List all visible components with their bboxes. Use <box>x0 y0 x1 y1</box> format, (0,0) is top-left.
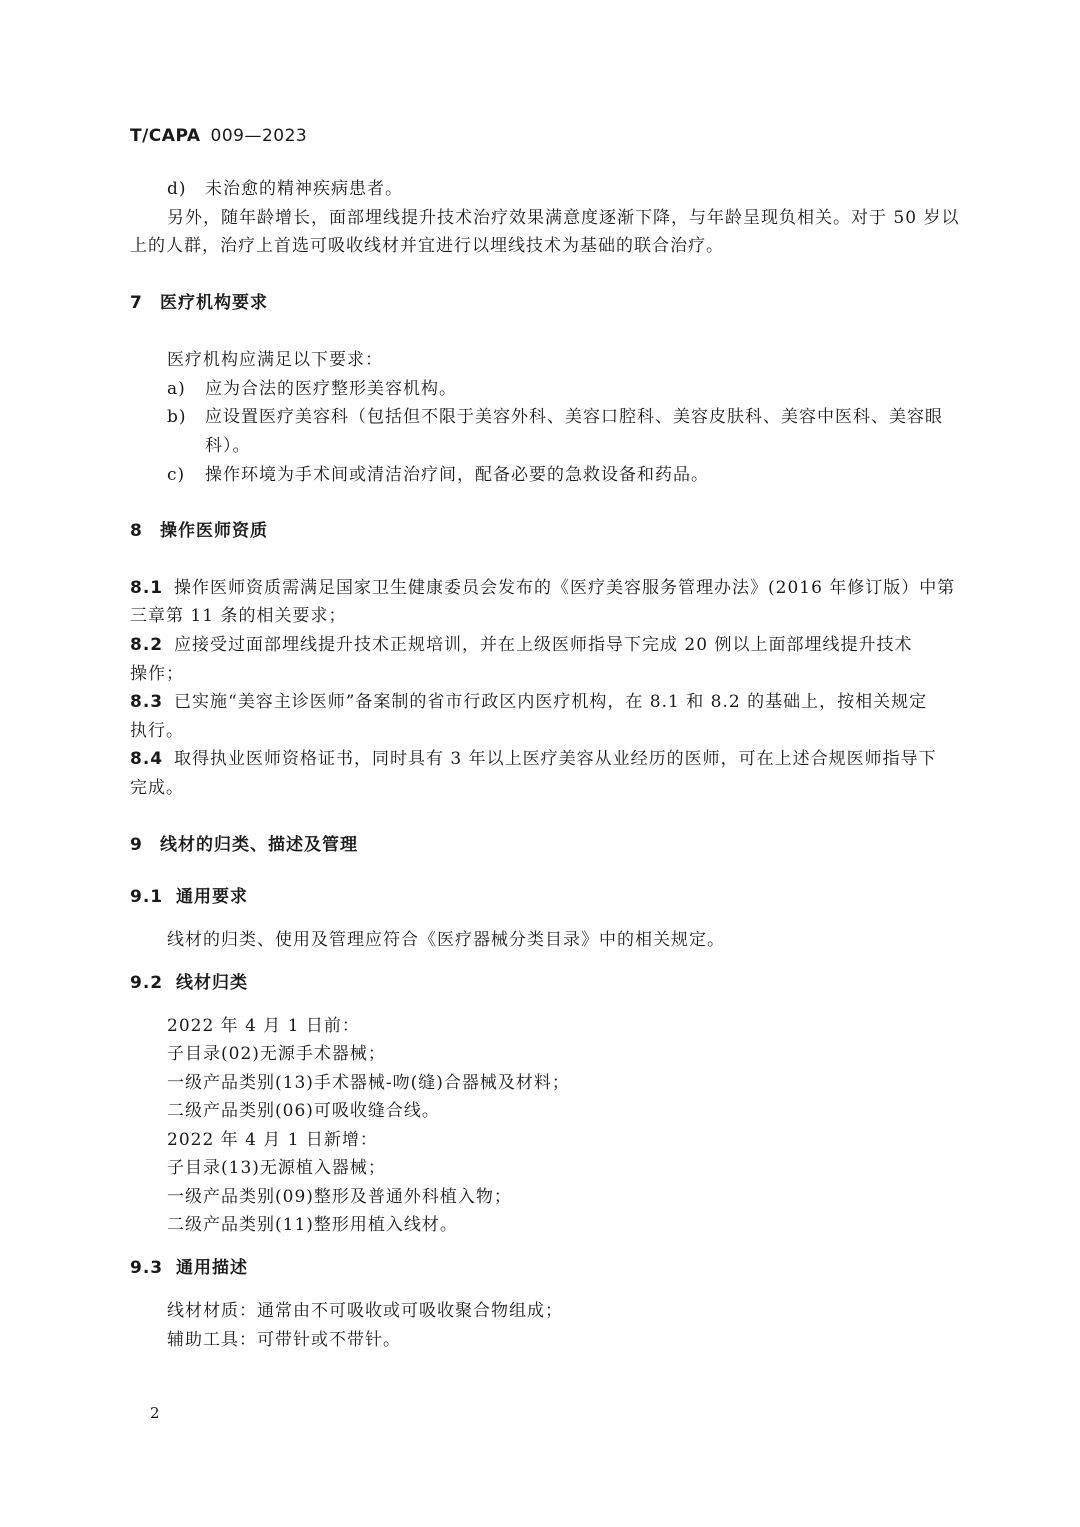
doc-number: 009—2023 <box>210 126 308 146</box>
section-number: 8 <box>130 521 143 541</box>
clause-text: 已实施“美容主诊医师”备案制的省市行政区内医疗机构，在 8.1 和 8.2 的基础上，按相关规定 <box>174 692 928 712</box>
subsection-number: 9.3 <box>130 1258 164 1278</box>
classification-line: 一级产品类别(09)整形及普通外科植入物； <box>167 1187 512 1207</box>
clause-8-2 <box>130 631 912 659</box>
list-marker: b) <box>167 407 187 427</box>
description-line: 线材材质：通常由不可吸收或可吸收聚合物组成； <box>167 1301 563 1321</box>
classification-line: 子目录(02)无源手术器械； <box>167 1044 386 1064</box>
paragraph-line: 线材的归类、使用及管理应符合《医疗器械分类目录》中的相关规定。 <box>167 930 725 950</box>
clause-text: 操作医师资质需满足国家卫生健康委员会发布的《医疗美容服务管理办法》(2016 年修订版）中第 <box>174 578 956 598</box>
page-number: 2 <box>150 1404 160 1422</box>
list-item-a <box>167 375 457 403</box>
list-marker: a) <box>167 379 186 399</box>
classification-line: 子目录(13)无源植入器械； <box>167 1158 386 1178</box>
list-item-c <box>167 461 709 489</box>
clause-continuation: 三章第 11 条的相关要求； <box>130 606 347 626</box>
paragraph-line: 上的人群，治疗上首选可吸收线材并宜进行以埋线技术为基础的联合治疗。 <box>130 236 724 256</box>
list-text: 应设置医疗美容科（包括但不限于美容外科、美容口腔科、美容皮肤科、美容中医科、美容眼 <box>205 407 943 427</box>
subsection-number: 9.1 <box>130 887 164 907</box>
section-heading-9 <box>130 831 358 859</box>
section-title: 医疗机构要求 <box>160 293 268 313</box>
classification-line: 2022 年 4 月 1 日新增： <box>167 1130 378 1150</box>
section-number: 7 <box>130 293 143 313</box>
section-title: 操作医师资质 <box>160 521 268 541</box>
list-text: 操作环境为手术间或清洁治疗间，配备必要的急救设备和药品。 <box>205 465 709 485</box>
clause-number: 8.4 <box>130 749 164 769</box>
clause-text: 取得执业医师资格证书，同时具有 3 年以上医疗美容从业经历的医师，可在上述合规医师指导下 <box>174 749 937 769</box>
list-marker: c) <box>167 465 186 485</box>
clause-continuation: 执行。 <box>130 721 184 741</box>
subsection-heading-9-2 <box>130 969 248 997</box>
section-heading-7 <box>130 289 268 317</box>
classification-line: 二级产品类别(11)整形用植入线材。 <box>167 1215 458 1235</box>
list-item-b <box>167 403 943 431</box>
doc-prefix: T/CAPA <box>130 126 201 146</box>
clause-8-1 <box>130 574 955 602</box>
subsection-title: 线材归类 <box>176 973 248 993</box>
list-text: 应为合法的医疗整形美容机构。 <box>205 379 457 399</box>
description-line: 辅助工具：可带针或不带针。 <box>167 1330 401 1350</box>
section-heading-8 <box>130 517 268 545</box>
clause-8-4 <box>130 745 937 773</box>
section-number: 9 <box>130 835 143 855</box>
classification-line: 2022 年 4 月 1 日前： <box>167 1016 360 1036</box>
section-title: 线材的归类、描述及管理 <box>160 835 358 855</box>
document-identifier <box>130 126 307 146</box>
clause-number: 8.1 <box>130 578 164 598</box>
clause-8-3 <box>130 688 927 716</box>
subsection-heading-9-1 <box>130 883 248 911</box>
list-text-continuation: 科）。 <box>205 436 251 456</box>
list-item-d <box>167 175 403 203</box>
clause-text: 应接受过面部埋线提升技术正规培训，并在上级医师指导下完成 20 例以上面部埋线提升技术 <box>174 635 913 655</box>
classification-line: 二级产品类别(06)可吸收缝合线。 <box>167 1101 440 1121</box>
clause-continuation: 完成。 <box>130 778 184 798</box>
paragraph-line: 另外，随年龄增长，面部埋线提升技术治疗效果满意度逐渐下降，与年龄呈现负相关。对于 50 岁以 <box>167 208 960 228</box>
subsection-heading-9-3 <box>130 1254 248 1282</box>
list-marker: d) <box>167 179 187 199</box>
classification-line: 一级产品类别(13)手术器械-吻(缝)合器械及材料； <box>167 1073 570 1093</box>
clause-continuation: 操作； <box>130 664 184 684</box>
subsection-title: 通用要求 <box>176 887 248 907</box>
paragraph-line: 医疗机构应满足以下要求： <box>167 350 383 370</box>
subsection-number: 9.2 <box>130 973 164 993</box>
clause-number: 8.2 <box>130 635 164 655</box>
subsection-title: 通用描述 <box>176 1258 248 1278</box>
list-text: 未治愈的精神疾病患者。 <box>205 179 403 199</box>
clause-number: 8.3 <box>130 692 164 712</box>
